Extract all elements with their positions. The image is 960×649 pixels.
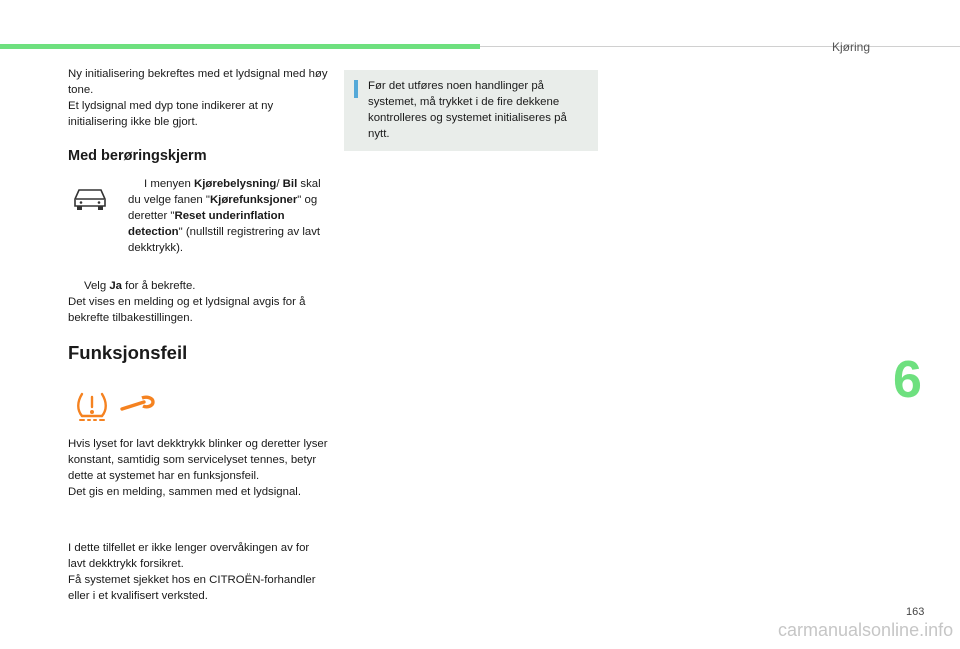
section-accent-bar xyxy=(0,44,480,49)
intro-text xyxy=(68,66,330,130)
warning-icons xyxy=(76,390,166,424)
subheading-touchscreen: Med berøringskjerm xyxy=(68,148,207,164)
advice-text xyxy=(68,540,330,604)
tab-name: Bil xyxy=(282,178,298,190)
info-box xyxy=(344,70,598,151)
menu-instruction: I menyen Kjørebelysning/ Bil skal du velge fanen "Kjørefunksjoner" og deretter "Reset underinflation detection" (nullstill registrering av lavt dekktrykk). xyxy=(128,178,321,254)
wrench-icon xyxy=(122,397,153,409)
info-text: Før det utføres noen handlinger på systemet, må trykket i de fire dekkene kontrolleres og systemet initialiseres på nytt. xyxy=(368,80,567,140)
intro-line: Ny initialisering bekreftes med et lydsignal med høy tone. xyxy=(68,68,328,96)
malfunction-text xyxy=(68,436,330,500)
reset-option-name: Reset underinflation detection xyxy=(128,210,285,238)
footer-watermark: carmanualsonline.info xyxy=(778,620,954,640)
advice-line: I dette tilfellet er ikke lenger overvåkingen av for lavt dekktrykk forsikret. xyxy=(68,542,310,570)
confirm-line: Det vises en melding og et lydsignal avgis for å bekrefte tilbakestillingen. xyxy=(68,296,306,324)
malfunction-line: Hvis lyset for lavt dekktrykk blinker og deretter lyser konstant, samtidig som servicelyset tennes, betyr dette at systemet har en funksjonsfeil. xyxy=(68,438,328,482)
section-title: Kjøring xyxy=(832,40,871,54)
tyre-pressure-warning-icon xyxy=(78,394,106,420)
advice-line: Få systemet sjekket hos en CITROËN-forhandler eller i et kvalifisert verksted. xyxy=(68,574,316,602)
menu-name: Kjørebelysning xyxy=(194,178,277,190)
malfunction-line: Det gis en melding, sammen med et lydsignal. xyxy=(68,486,301,498)
chapter-number: 6 xyxy=(893,351,922,409)
car-icon xyxy=(72,186,108,212)
confirm-text: Velg Ja for å bekrefte. Det vises en melding og et lydsignal avgis for å bekrefte tilbakestillingen. xyxy=(68,278,330,326)
section-divider xyxy=(480,46,960,47)
function-name: Kjørefunksjoner xyxy=(209,194,298,206)
page-number: 163 xyxy=(906,606,925,618)
heading-malfunction: Funksjonsfeil xyxy=(68,342,188,363)
confirm-option: Ja xyxy=(109,280,123,292)
intro-line: Et lydsignal med dyp tone indikerer at ny initialisering ikke ble gjort. xyxy=(68,100,274,128)
info-icon xyxy=(354,80,358,98)
